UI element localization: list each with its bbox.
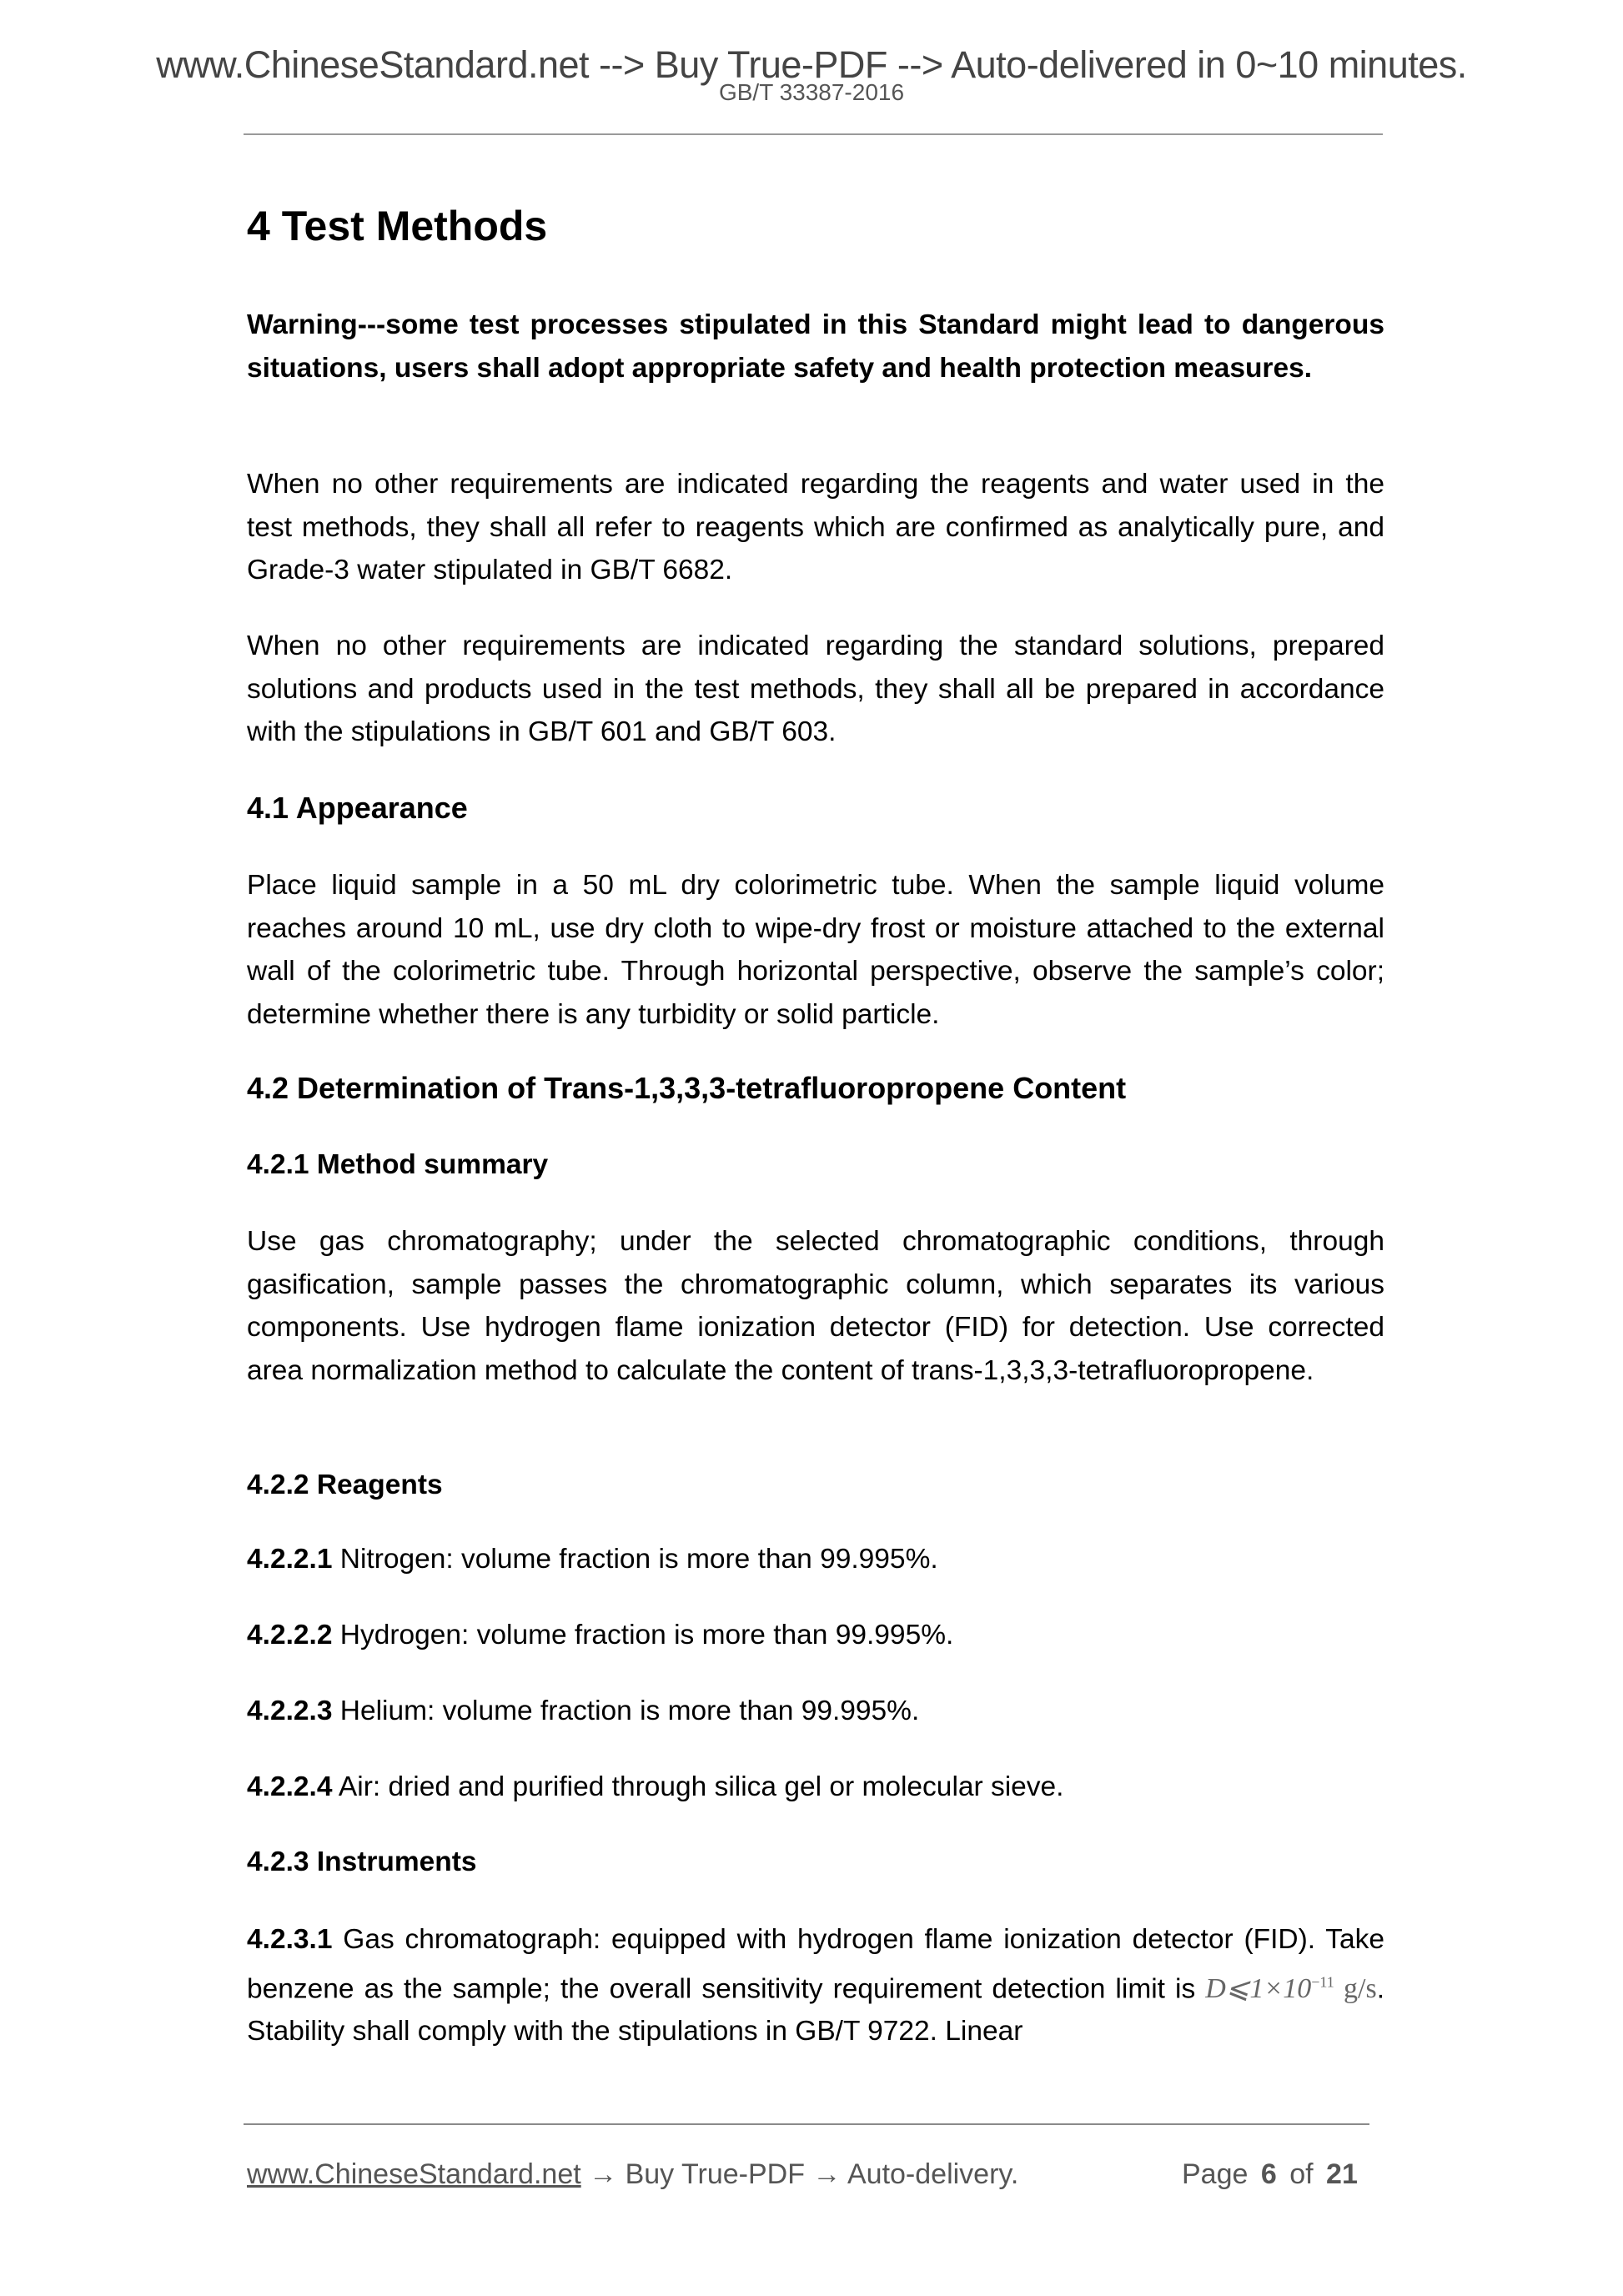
reagent-item <box>247 1771 1384 1803</box>
reagent-item-number: 4.2.2.4 <box>247 1771 333 1802</box>
instrument-item-number: 4.2.3.1 <box>247 1924 333 1955</box>
reagent-item-text: Hydrogen: volume fraction is more than 99.995%. <box>332 1620 954 1650</box>
instrument-item-text: Gas chromatograph: equipped with hydrogen flame ionization detector (FID). Take benzene as the sample; the overall sensitivity requirement detection limit is <box>247 1924 1384 2004</box>
intro-paragraph-solutions: When no other requirements are indicated regarding the standard solutions, prepared solutions and products used in the test methods, they shall all be prepared in accordance with the stipulations in GB/T 601 and GB/T 603. <box>247 631 1384 747</box>
footer-promo <box>247 2158 1018 2191</box>
footer-divider <box>244 2123 1369 2125</box>
of-label: of <box>1289 2158 1314 2190</box>
method-summary-paragraph: Use gas chromatography; under the selected chromatographic conditions, through gasification, sample passes the chromatographic column, which separates its various components. Use hydrogen flame ionization detector (FID) for detection. Use corrected area normalization method to calculate the content of trans-1,3,3,3-tetrafluoropropene. <box>247 1226 1384 1386</box>
current-page-number: 6 <box>1260 2158 1277 2190</box>
footer-promo-text: → Buy True-PDF → Auto-delivery. <box>580 2158 1019 2190</box>
reagent-item-number: 4.2.2.1 <box>247 1544 333 1575</box>
reagent-item <box>247 1544 1384 1575</box>
heading-4-1: 4.1 Appearance <box>247 791 468 825</box>
instrument-item <box>247 1918 1384 2053</box>
formula-unit: g/s <box>1334 1972 1377 2004</box>
section-title: 4 Test Methods <box>247 203 548 249</box>
intro-paragraph-reagents: When no other requirements are indicated regarding the reagents and water used in the test methods, they shall all refer to reagents which are confirmed as analytically pure, and Grade-3 water stipulated in GB/T 6682. <box>247 469 1384 585</box>
formula-exponent: −11 <box>1311 1973 1334 1991</box>
reagent-item-number: 4.2.2.2 <box>247 1620 333 1650</box>
header-banner: www.ChineseStandard.net --> Buy True-PDF --> Auto-delivered in 0~10 minutes. <box>156 43 1467 86</box>
reagent-item-text: Nitrogen: volume fraction is more than 99.995%. <box>332 1544 938 1575</box>
heading-4-2-3: 4.2.3 Instruments <box>247 1846 477 1877</box>
instrument-item-text-continued: . Stability shall comply with the stipulations in GB/T 9722. Linear <box>247 1972 1385 2047</box>
reagent-item <box>247 1696 1384 1727</box>
reagent-item-number: 4.2.2.3 <box>247 1696 333 1726</box>
heading-4-2: 4.2 Determination of Trans-1,3,3,3-tetrafluoropropene Content <box>247 1071 1127 1105</box>
reagent-item-text: Air: dried and purified through silica gel or molecular sieve. <box>332 1771 1064 1802</box>
reagent-item-text: Helium: volume fraction is more than 99.995%. <box>332 1696 920 1726</box>
page-label: Page <box>1182 2158 1249 2190</box>
detection-limit-formula <box>1205 1973 1376 2004</box>
reagent-item <box>247 1620 1384 1651</box>
heading-4-2-2: 4.2.2 Reagents <box>247 1470 443 1500</box>
header-divider <box>244 133 1383 135</box>
warning-paragraph: Warning---some test processes stipulated in this Standard might lead to dangerous situations, users shall adopt appropriate safety and health protection measures. <box>247 309 1384 384</box>
heading-4-2-1: 4.2.1 Method summary <box>247 1149 549 1180</box>
document-id: GB/T 33387-2016 <box>718 79 905 105</box>
appearance-paragraph: Place liquid sample in a 50 mL dry colorimetric tube. When the sample liquid volume reaches around 10 mL, use dry cloth to wipe-dry frost or moisture attached to the external wall of the colorimetric tube. Through horizontal perspective, observe the sample’s color; determine whether there is any turbidity or solid particle. <box>247 870 1384 1030</box>
page-indicator <box>1182 2158 1358 2191</box>
formula-base: D⩽1×10 <box>1205 1972 1312 2004</box>
footer-site-link[interactable]: www.ChineseStandard.net <box>247 2158 581 2190</box>
total-pages: 21 <box>1326 2158 1358 2190</box>
